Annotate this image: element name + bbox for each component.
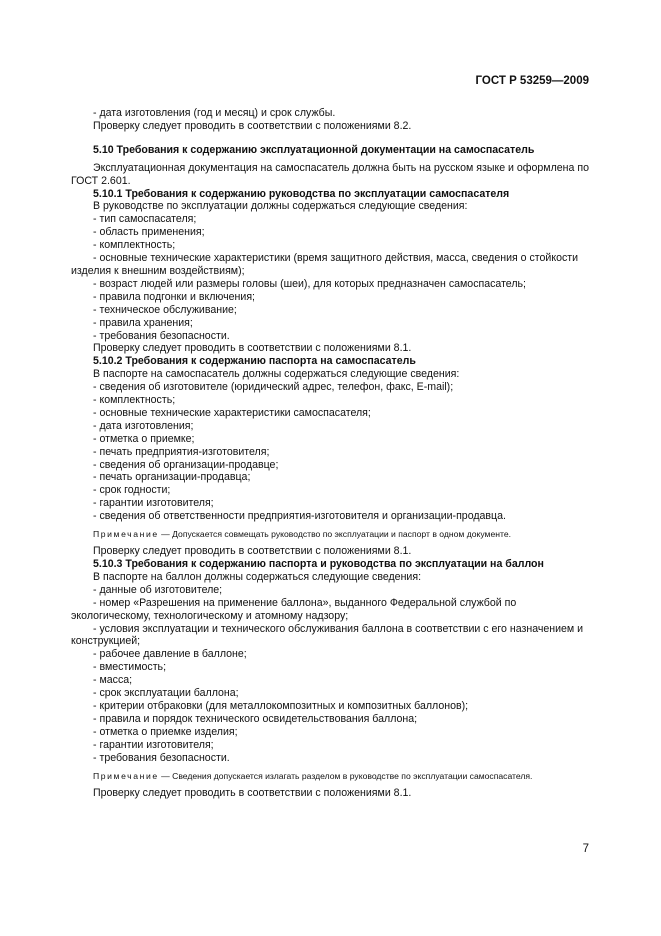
section-heading-5-10-2: 5.10.2 Требования к содержанию паспорта на самоспасатель bbox=[93, 355, 416, 368]
paragraph: В руководстве по эксплуатации должны содержаться следующие сведения: bbox=[93, 200, 468, 213]
list-item: - срок годности; bbox=[93, 484, 171, 497]
check-statement: Проверку следует проводить в соответствии с положениями 8.1. bbox=[93, 786, 412, 799]
list-item: - рабочее давление в баллоне; bbox=[93, 648, 247, 661]
list-item: - тип самоспасателя; bbox=[93, 213, 197, 226]
list-item: - требования безопасности. bbox=[93, 329, 230, 342]
list-item: - печать предприятия-изготовителя; bbox=[93, 445, 270, 458]
list-item: - номер «Разрешения на применение баллона», выданного Федеральной службой по экологическому, технологическому и атомному надзору; bbox=[71, 596, 517, 622]
list-item: - вместимость; bbox=[93, 661, 167, 674]
note-label: Примечание bbox=[93, 529, 159, 540]
section-heading-5-10-3: 5.10.3 Требования к содержанию паспорта и руководства по эксплуатации на баллон bbox=[93, 558, 544, 570]
list-item: - данные об изготовителе; bbox=[93, 583, 223, 596]
section-heading-5-10-1: 5.10.1 Требования к содержанию руководства по эксплуатации самоспасателя bbox=[93, 187, 510, 200]
list-item: - критерии отбраковки (для металлокомпозитных и композитных баллонов); bbox=[93, 699, 469, 712]
note-text: — Сведения допускается излагать разделом в руководстве по эксплуатации самоспасателя. bbox=[158, 770, 533, 781]
list-item: - печать организации-продавца; bbox=[93, 471, 251, 484]
document-body bbox=[71, 107, 592, 799]
list-item: - срок эксплуатации баллона; bbox=[93, 687, 239, 700]
paragraph: В паспорте на самоспасатель должны содержаться следующие сведения: bbox=[93, 368, 460, 381]
list-item: - дата изготовления (год и месяц) и срок службы. bbox=[93, 107, 336, 119]
list-item: - требования безопасности. bbox=[93, 751, 230, 764]
list-item: - правила подгонки и включения; bbox=[93, 290, 255, 303]
list-item: - комплектность; bbox=[93, 239, 176, 252]
list-item: - правила хранения; bbox=[93, 316, 193, 329]
list-item: - отметка о приемке; bbox=[93, 432, 195, 445]
check-statement: Проверку следует проводить в соответствии с положениями 8.2. bbox=[93, 119, 412, 132]
note bbox=[71, 528, 592, 540]
list-item: - техническое обслуживание; bbox=[93, 303, 237, 316]
list-item: - условия эксплуатации и технического обслуживания баллона в соответствии с его назначением и конструкцией; bbox=[71, 622, 584, 648]
list-item: - масса; bbox=[93, 674, 133, 687]
list-item: - отметка о приемке изделия; bbox=[93, 725, 238, 738]
list-item: - основные технические характеристики самоспасателя; bbox=[93, 406, 371, 419]
list-item: - сведения об организации-продавце; bbox=[93, 458, 279, 471]
list-item: - основные технические характеристики (время защитного действия, масса, сведения о стойкости изделия к внешним воздействиям); bbox=[71, 252, 579, 277]
list-item: - возраст людей или размеры головы (шеи), для которых предназначен самоспасатель; bbox=[93, 277, 526, 290]
list-item: - правила и порядок технического освидетельствования баллона; bbox=[93, 712, 418, 725]
section-heading-5-10: 5.10 Требования к содержанию эксплуатационной документации на самоспасатель bbox=[93, 143, 535, 156]
document-code: ГОСТ Р 53259—2009 bbox=[475, 75, 589, 87]
list-item: - гарантии изготовителя; bbox=[93, 738, 214, 751]
check-statement: Проверку следует проводить в соответствии с положениями 8.1. bbox=[93, 342, 412, 355]
list-item: - область применения; bbox=[93, 226, 205, 239]
paragraph: В паспорте на баллон должны содержаться следующие сведения: bbox=[93, 570, 422, 583]
note bbox=[71, 770, 592, 782]
list-item: - гарантии изготовителя; bbox=[93, 497, 214, 510]
paragraph: Эксплуатационная документация на самоспасатель должна быть на русском языке и оформлена по ГОСТ 2.601. bbox=[71, 161, 589, 187]
note-label: Примечание bbox=[93, 770, 159, 781]
check-statement: Проверку следует проводить в соответствии с положениями 8.1. bbox=[93, 545, 412, 558]
page-number: 7 bbox=[582, 843, 589, 855]
list-item: - сведения об ответственности предприятия-изготовителя и организации-продавца. bbox=[93, 510, 506, 523]
list-item: - дата изготовления; bbox=[93, 419, 194, 432]
list-item: - комплектность; bbox=[93, 394, 176, 407]
note-text: — Допускается совмещать руководство по эксплуатации и паспорт в одном документе. bbox=[158, 529, 511, 540]
list-item: - сведения об изготовителе (юридический адрес, телефон, факс, E-mail); bbox=[93, 381, 454, 394]
